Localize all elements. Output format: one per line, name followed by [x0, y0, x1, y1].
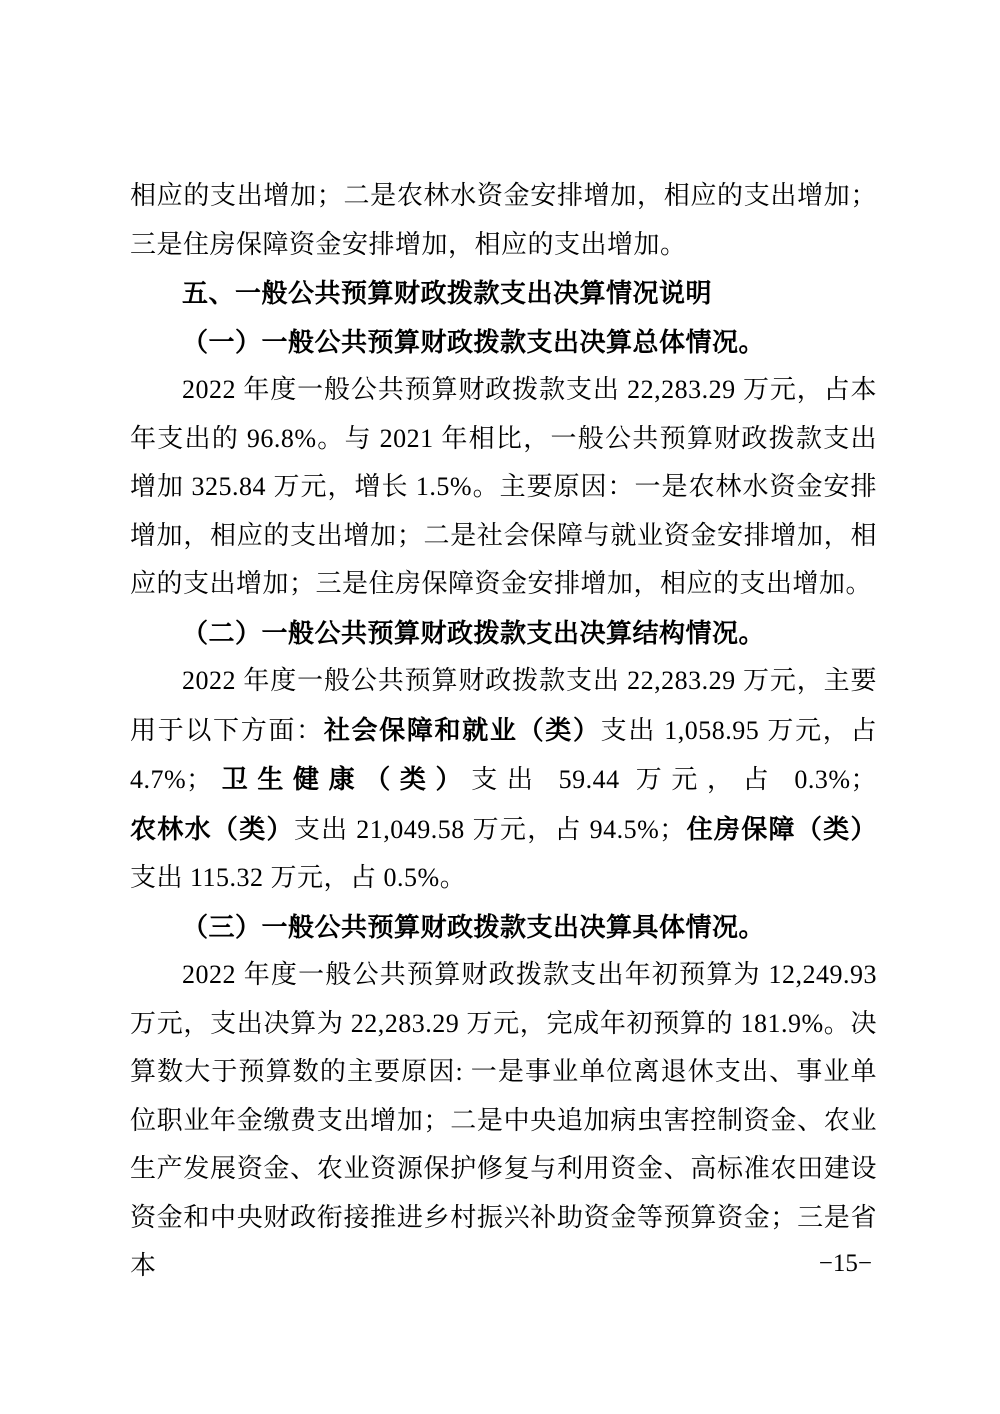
emphasis-text: （二）一般公共预算财政拨款支出决算结构情况。 [182, 617, 766, 648]
text-run: 支出 1,058.95 万元，占 4.7%； [130, 715, 877, 794]
body-paragraph [130, 951, 877, 1291]
body-paragraph [130, 366, 877, 609]
text-run: 支出 115.32 万元，占 0.5%。 [130, 863, 467, 892]
text-run: 支出 59.44 万元，占 0.3%； [471, 765, 877, 794]
emphasis-text: 社会保障和就业（类） [323, 714, 601, 745]
text-run: 2022 年度一般公共预算财政拨款支出 22,283.29 万元，占本年支出的 96.8%。与 2021 年相比，一般公共预算财政拨款支出增加 325.84 万元，增长 1.5%。主要原因：一是农林水资金安排增加，相应的支出增加；二是社会保障与就业资金安排增加，相应的支出增加；三是住房保障资金安排增加，相应的支出增加。 [130, 375, 877, 598]
page-number: −15− [818, 1250, 872, 1277]
section-heading [130, 609, 877, 658]
emphasis-text: 五、一般公共预算财政拨款支出决算情况说明 [182, 278, 713, 308]
emphasis-text: （三）一般公共预算财政拨款支出决算具体情况。 [182, 911, 766, 942]
section-heading [130, 269, 877, 318]
emphasis-text: 卫生健康（类） [212, 764, 472, 794]
body-paragraph [130, 657, 877, 903]
body-paragraph [130, 172, 877, 269]
document-body [130, 172, 877, 1291]
text-run: 相应的支出增加；二是农林水资金安排增加，相应的支出增加；三是住房保障资金安排增加，相应的支出增加。 [130, 181, 877, 259]
emphasis-text: 住房保障（类） [685, 813, 877, 844]
section-heading [130, 318, 877, 367]
section-heading [130, 903, 877, 952]
text-run: 支出 21,049.58 万元，占 94.5%； [293, 814, 686, 844]
emphasis-text: （一）一般公共预算财政拨款支出决算总体情况。 [182, 326, 766, 357]
emphasis-text: 农林水（类） [130, 813, 294, 844]
text-run: 2022 年度一般公共预算财政拨款支出 22,283.29 万元，主要用于以下方面： [130, 666, 877, 745]
text-run: 2022 年度一般公共预算财政拨款支出年初预算为 12,249.93 万元，支出决算为 22,283.29 万元，完成年初预算的 181.9%。决算数大于预算数的主要原因: 一是事业单位离退休支出、事业单位职业年金缴费支出增加；二是中央追加病虫害控制资金、农业生产发展资金、农业资源保护修复与利用资金、高标准农田建设资金和中央财政衔接推进乡村振兴补助资金等预算资金；三是省本 [130, 960, 877, 1280]
